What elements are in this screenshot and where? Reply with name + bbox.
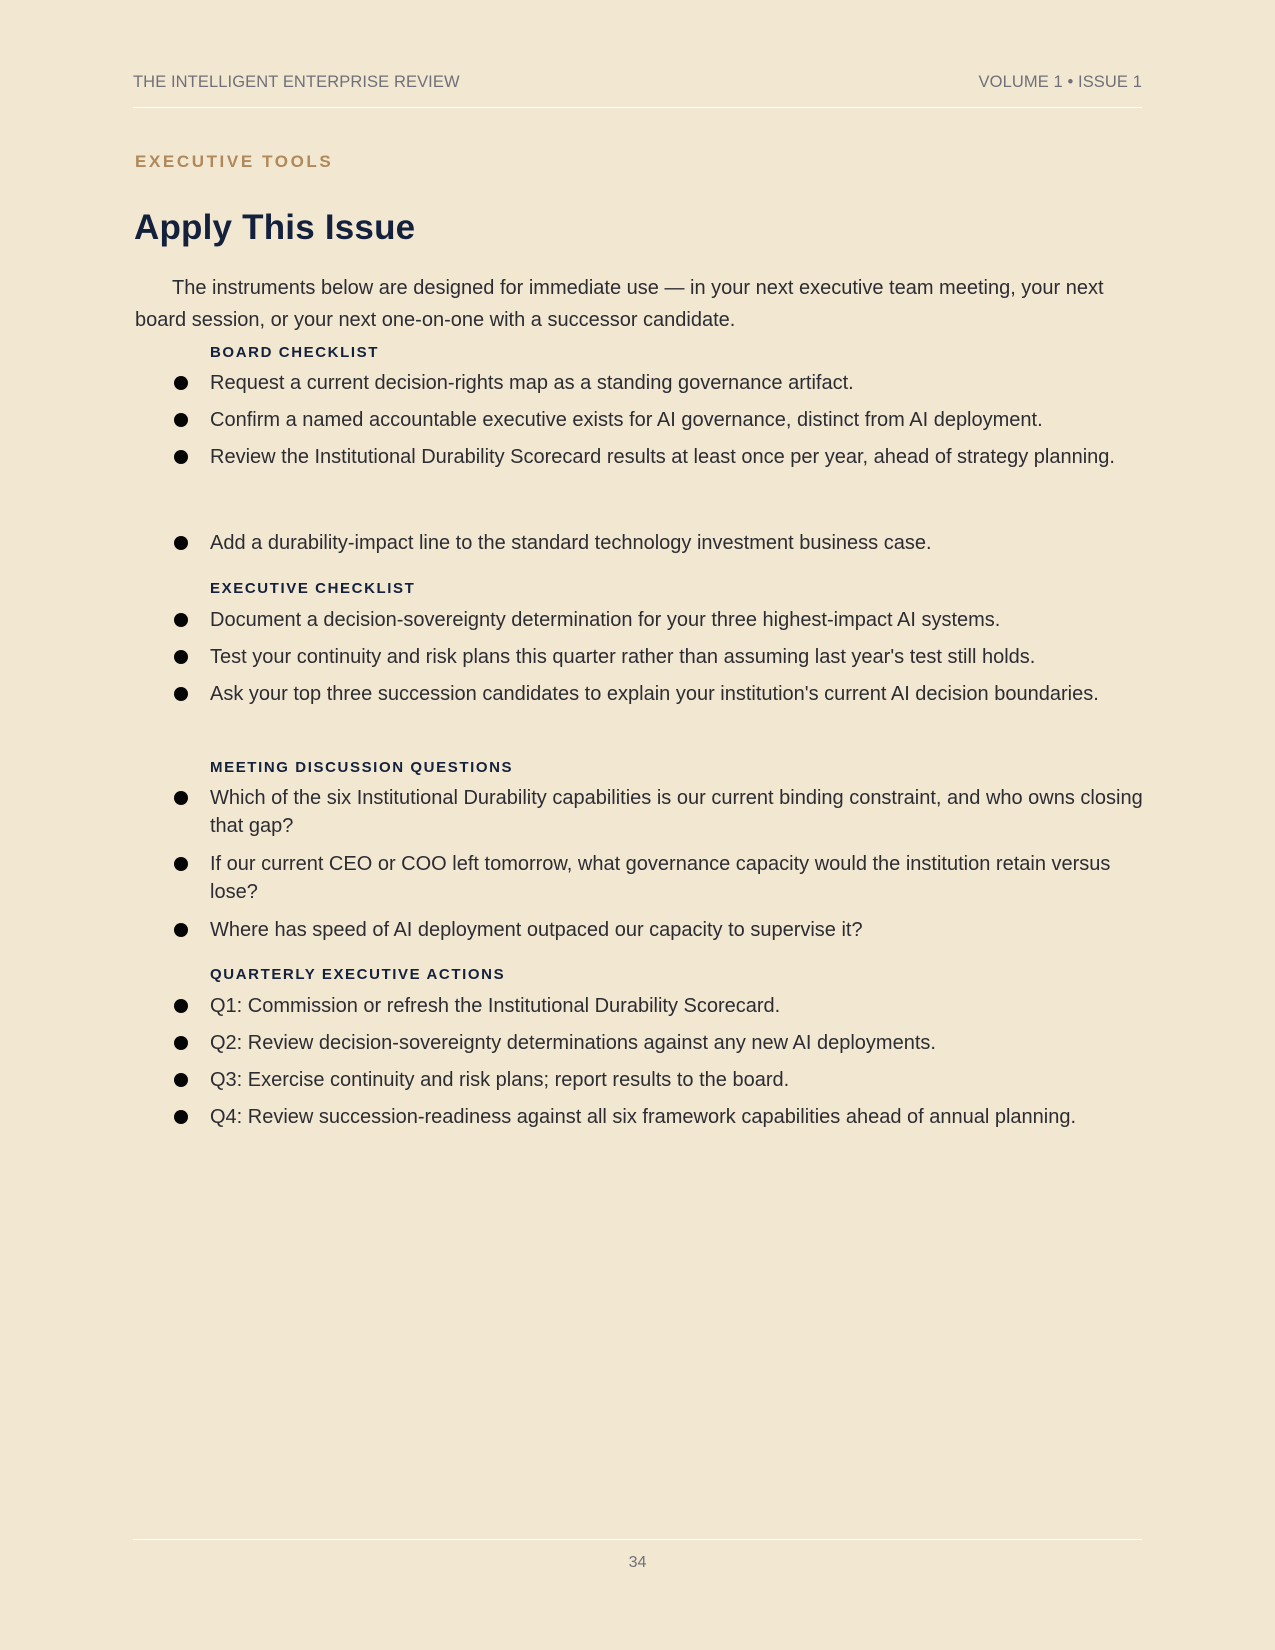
list-item-text: Which of the six Institutional Durability capabilities is our current binding constraint, and who owns closing that gap? (210, 787, 1143, 837)
quarterly-actions-heading: QUARTERLY EXECUTIVE ACTIONS (210, 966, 506, 983)
bullet-icon (174, 923, 188, 937)
meeting-questions-heading: MEETING DISCUSSION QUESTIONS (210, 759, 514, 776)
bullet-icon (174, 1036, 188, 1050)
running-header (133, 73, 1142, 108)
bullet-icon (174, 450, 188, 464)
bullet-icon (174, 791, 188, 805)
list-item-text: Add a durability-impact line to the standard technology investment business case. (210, 532, 932, 554)
list-item-text: Q4: Review succession-readiness against all six framework capabilities ahead of annual planning. (210, 1106, 1077, 1128)
section-kicker: EXECUTIVE TOOLS (135, 152, 334, 171)
list-item-text: Q2: Review decision-sovereignty determinations against any new AI deployments. (210, 1032, 936, 1054)
bullet-icon (174, 376, 188, 390)
bullet-icon (174, 857, 188, 871)
list-item-text: Document a decision-sovereignty determination for your three highest-impact AI systems. (210, 609, 1001, 631)
list-item-text: If our current CEO or COO left tomorrow, what governance capacity would the institution retain versus lose? (210, 853, 1111, 903)
list-item (210, 529, 1145, 557)
list-item (210, 680, 1145, 708)
list-item-text: Confirm a named accountable executive exists for AI governance, distinct from AI deployment. (210, 409, 1043, 431)
bullet-icon (174, 1110, 188, 1124)
publication-name: THE INTELLIGENT ENTERPRISE REVIEW (133, 73, 460, 91)
bullet-icon (174, 999, 188, 1013)
bullet-icon (174, 413, 188, 427)
list-item (210, 643, 1145, 671)
list-item-text: Q3: Exercise continuity and risk plans; report results to the board. (210, 1069, 790, 1091)
list-item (210, 992, 1145, 1020)
list-item (210, 369, 1145, 397)
bullet-icon (174, 687, 188, 701)
intro-paragraph: The instruments below are designed for immediate use — in your next executive team meeting, your next board session, or your next one-on-one with a successor candidate. (135, 277, 1104, 331)
list-item (210, 850, 1145, 906)
issue-label: VOLUME 1 • ISSUE 1 (978, 73, 1142, 91)
list-item-text: Q1: Commission or refresh the Institutional Durability Scorecard. (210, 995, 781, 1017)
list-item (210, 1029, 1145, 1057)
list-item (210, 916, 1145, 944)
list-item (210, 784, 1145, 840)
bullet-icon (174, 613, 188, 627)
list-item (210, 406, 1145, 434)
footer-divider (133, 1539, 1142, 1540)
list-item (210, 606, 1145, 634)
board-checklist-heading: BOARD CHECKLIST (210, 344, 379, 361)
list-item (210, 1066, 1145, 1094)
list-item-text: Ask your top three succession candidates to explain your institution's current AI decision boundaries. (210, 683, 1099, 705)
list-item-text: Request a current decision-rights map as a standing governance artifact. (210, 372, 854, 394)
bullet-icon (174, 1073, 188, 1087)
executive-checklist-heading: EXECUTIVE CHECKLIST (210, 580, 416, 597)
bullet-icon (174, 536, 188, 550)
list-item (210, 1103, 1145, 1131)
list-item-text: Where has speed of AI deployment outpaced our capacity to supervise it? (210, 919, 863, 941)
bullet-icon (174, 650, 188, 664)
page-number: 34 (628, 1554, 647, 1571)
page-title: Apply This Issue (134, 208, 416, 247)
list-item-text: Test your continuity and risk plans this quarter rather than assuming last year's test still holds. (210, 646, 1036, 668)
list-item (210, 443, 1145, 471)
list-item-text: Review the Institutional Durability Scorecard results at least once per year, ahead of strategy planning. (210, 446, 1115, 468)
